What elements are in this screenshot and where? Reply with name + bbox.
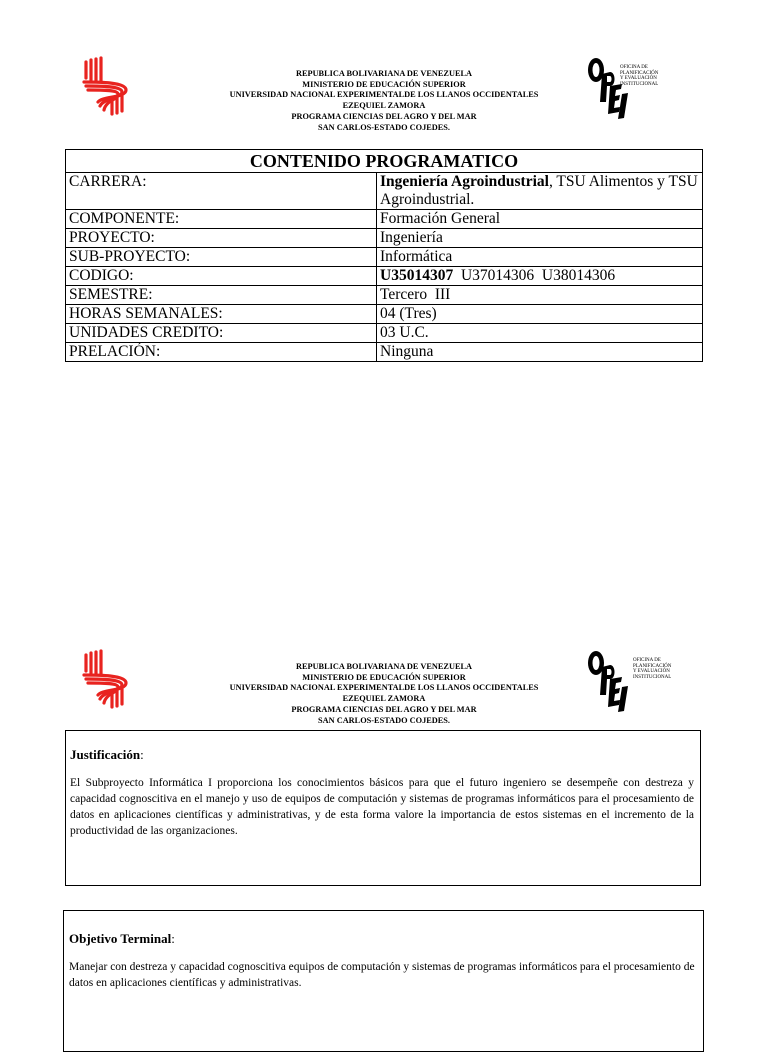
row-label: PRELACIÓN: — [66, 343, 377, 362]
opei-caption-line: INSTITUCIONAL — [633, 674, 672, 680]
table-row — [66, 305, 703, 324]
opei-caption-line: Y EVALUACIÓN — [633, 669, 670, 675]
opei-caption-line: Y EVALUACIÓN — [620, 76, 657, 82]
justificacion-text: El Subproyecto Informática I proporciona los conocimientos básicos para que el futuro ingeniero se desempeñe con destreza y capacidad cognoscitiva en el manejo y uso de equipos de computación y sistemas de programas informáticos para el procesamiento de datos en aplicaciones científicas y administrativas, y de esta forma valore la importancia de estos sistemas en el incremento de la productividad de las organizaciones. — [70, 777, 694, 837]
opei-caption-line: OFICINA DE — [633, 658, 661, 663]
objetivo-title: Objetivo Terminal — [69, 931, 172, 946]
row-label: PROYECTO: — [66, 229, 377, 248]
carrera-rest: , TSU Alimentos y TSU Agroindustrial. — [380, 173, 698, 208]
header-line: EZEQUIEL ZAMORA — [342, 101, 426, 111]
row-value: Informática — [377, 248, 703, 267]
table-row — [66, 229, 703, 248]
opei-caption — [620, 65, 658, 87]
section-heading — [69, 931, 697, 947]
university-logo-icon — [78, 649, 138, 709]
table-title: CONTENIDO PROGRAMATICO — [66, 150, 703, 173]
table-row — [66, 248, 703, 267]
objetivo-box — [63, 910, 704, 1052]
row-value — [377, 267, 703, 286]
row-value: Ingeniería — [377, 229, 703, 248]
row-label: COMPONENTE: — [66, 210, 377, 229]
opei-caption-line: PLANIFICACIÓN — [620, 70, 659, 76]
row-label: SUB-PROYECTO: — [66, 248, 377, 267]
header-line: PROGRAMA CIENCIAS DEL AGRO Y DEL MAR — [291, 704, 477, 714]
header-line: SAN CARLOS-ESTADO COJEDES. — [318, 122, 450, 132]
table-row — [66, 343, 703, 362]
row-value: Tercero III — [377, 286, 703, 305]
header-line: SAN CARLOS-ESTADO COJEDES. — [318, 715, 450, 725]
opei-caption-line: OFICINA DE — [620, 65, 648, 70]
justificacion-title: Justificación — [70, 747, 141, 762]
header-line: REPUBLICA BOLIVARIANA DE VENEZUELA — [295, 662, 473, 671]
heading-colon: : — [140, 747, 144, 762]
page-header-2 — [0, 645, 768, 735]
heading-colon: : — [171, 931, 175, 946]
header-line: UNIVERSIDAD NACIONAL EXPERIMENTALDE LOS LLANOS OCCIDENTALES — [229, 90, 539, 100]
carrera-bold: Ingeniería Agroindustrial — [380, 173, 549, 190]
institution-block — [180, 69, 588, 133]
table-row — [66, 173, 703, 210]
header-line: REPUBLICA BOLIVARIANA DE VENEZUELA — [295, 69, 473, 78]
codigo-rest: U37014306 U38014306 — [453, 267, 616, 284]
row-label: HORAS SEMANALES: — [66, 305, 377, 324]
university-logo-icon — [78, 56, 138, 116]
table-row — [66, 150, 703, 173]
row-value: 03 U.C. — [377, 324, 703, 343]
row-value: Formación General — [377, 210, 703, 229]
header-line: EZEQUIEL ZAMORA — [342, 694, 426, 704]
codigo-bold: U35014307 — [380, 267, 454, 284]
page-header — [0, 52, 768, 142]
header-line: MINISTERIO DE EDUCACIÓN SUPERIOR — [302, 672, 466, 682]
row-label: CARRERA: — [66, 173, 377, 210]
objetivo-text: Manejar con destreza y capacidad cognoscitiva equipos de computación y sistemas de programas informáticos para el procesamiento de datos en aplicaciones científicas y administrativas. — [69, 961, 695, 989]
row-value: 04 (Tres) — [377, 305, 703, 324]
row-value: Ninguna — [377, 343, 703, 362]
opei-caption-line: PLANIFICACIÓN — [633, 663, 672, 669]
header-line: UNIVERSIDAD NACIONAL EXPERIMENTALDE LOS LLANOS OCCIDENTALES — [229, 683, 539, 693]
section-heading — [70, 747, 694, 763]
program-table — [65, 149, 703, 362]
row-label: UNIDADES CREDITO: — [66, 324, 377, 343]
table-row — [66, 210, 703, 229]
opei-caption-line: INSTITUCIONAL — [620, 81, 659, 87]
opei-caption — [633, 658, 671, 680]
table-row — [66, 286, 703, 305]
table-row — [66, 324, 703, 343]
header-line: MINISTERIO DE EDUCACIÓN SUPERIOR — [302, 79, 466, 89]
institution-block — [180, 662, 588, 726]
row-label: SEMESTRE: — [66, 286, 377, 305]
row-value — [377, 173, 703, 210]
opei-logo-icon — [586, 645, 636, 715]
header-line: PROGRAMA CIENCIAS DEL AGRO Y DEL MAR — [291, 111, 477, 121]
justificacion-box — [65, 730, 701, 886]
table-row — [66, 267, 703, 286]
row-label: CODIGO: — [66, 267, 377, 286]
